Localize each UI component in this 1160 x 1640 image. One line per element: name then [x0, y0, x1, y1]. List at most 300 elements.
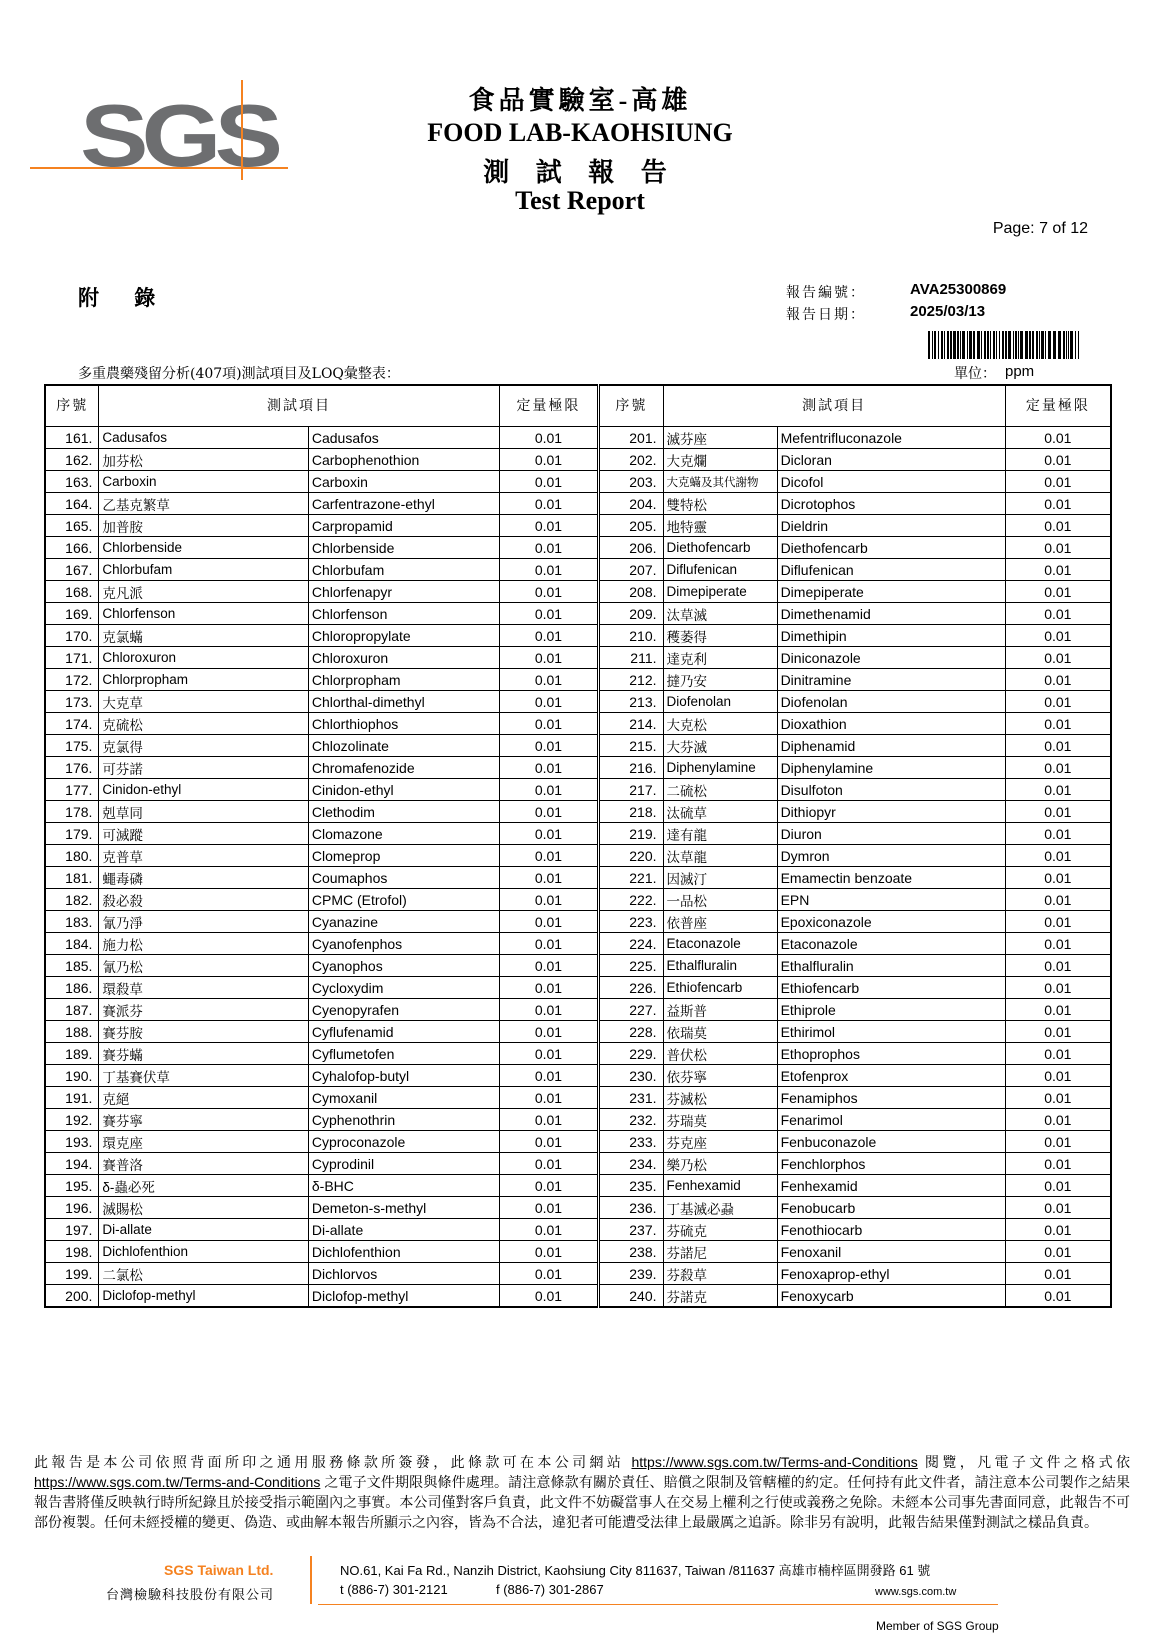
- item-name-en: Cyflumetofen: [308, 1043, 499, 1065]
- loq-value: 0.01: [499, 999, 599, 1021]
- table-header-row: [45, 385, 1111, 427]
- loq-value: 0.01: [499, 603, 599, 625]
- item-name-en: Ethirimol: [777, 1021, 1005, 1043]
- item-name-en: Di-allate: [308, 1219, 499, 1241]
- item-name-en: Fenamiphos: [777, 1087, 1005, 1109]
- row-number: 172.: [45, 669, 99, 691]
- loq-value: 0.01: [1005, 449, 1111, 471]
- loq-value: 0.01: [499, 647, 599, 669]
- loq-value: 0.01: [499, 1131, 599, 1153]
- loq-value: 0.01: [1005, 625, 1111, 647]
- row-number: 238.: [599, 1241, 663, 1263]
- item-name-zh: 賽芬胺: [99, 1021, 308, 1043]
- item-name-en: Fenarimol: [777, 1109, 1005, 1131]
- item-name-en: Dichlorvos: [308, 1263, 499, 1285]
- item-name-en: Diclofop-methyl: [308, 1285, 499, 1308]
- item-name-en: Diofenolan: [777, 691, 1005, 713]
- row-number: 237.: [599, 1219, 663, 1241]
- row-number: 178.: [45, 801, 99, 823]
- table-row: [45, 713, 1111, 735]
- loq-value: 0.01: [499, 1021, 599, 1043]
- item-name-zh: 汰草龍: [663, 845, 777, 867]
- item-name-en: Dinitramine: [777, 669, 1005, 691]
- loq-value: 0.01: [1005, 603, 1111, 625]
- header-loq: 定量極限: [1005, 385, 1111, 427]
- row-number: 209.: [599, 603, 663, 625]
- table-row: [45, 911, 1111, 933]
- row-number: 198.: [45, 1241, 99, 1263]
- table-row: [45, 1065, 1111, 1087]
- item-name-zh: Cinidon-ethyl: [99, 779, 308, 801]
- terms-link[interactable]: https://www.sgs.com.tw/Terms-and-Conditions: [34, 1474, 321, 1490]
- loq-value: 0.01: [1005, 1065, 1111, 1087]
- item-name-zh: Diclofop-methyl: [99, 1285, 308, 1308]
- item-name-zh: 達有龍: [663, 823, 777, 845]
- barcode-bar: [990, 331, 991, 359]
- table-row: [45, 955, 1111, 977]
- header-item: 測試項目: [663, 385, 1005, 427]
- barcode-bar: [950, 331, 952, 359]
- item-name-en: Chlorfenson: [308, 603, 499, 625]
- item-name-zh: 克氯蟎: [99, 625, 308, 647]
- row-number: 222.: [599, 889, 663, 911]
- terms-link[interactable]: https://www.sgs.com.tw/Terms-and-Conditions: [631, 1454, 918, 1470]
- row-number: 233.: [599, 1131, 663, 1153]
- barcode-bar: [1013, 331, 1014, 359]
- table-row: [45, 757, 1111, 779]
- item-name-zh: 益斯普: [663, 999, 777, 1021]
- barcode-bar: [1029, 331, 1031, 359]
- item-name-en: Chlorthiophos: [308, 713, 499, 735]
- item-name-en: Dichlofenthion: [308, 1241, 499, 1263]
- company-fax: f (886-7) 301-2867: [496, 1582, 604, 1597]
- barcode-bar: [960, 331, 961, 359]
- table-row: [45, 1021, 1111, 1043]
- item-name-zh: 克氯得: [99, 735, 308, 757]
- item-name-zh: 賽芬蟎: [99, 1043, 308, 1065]
- row-number: 162.: [45, 449, 99, 471]
- unit-value: ppm: [1005, 363, 1035, 380]
- item-name-en: Emamectin benzoate: [777, 867, 1005, 889]
- table-row: [45, 801, 1111, 823]
- row-number: 221.: [599, 867, 663, 889]
- item-name-zh: 環殺草: [99, 977, 308, 999]
- item-name-en: Cyanazine: [308, 911, 499, 933]
- loq-value: 0.01: [1005, 1263, 1111, 1285]
- loq-value: 0.01: [499, 537, 599, 559]
- loq-value: 0.01: [499, 933, 599, 955]
- loq-value: 0.01: [499, 823, 599, 845]
- row-number: 219.: [599, 823, 663, 845]
- report-no-label: 報告編號：: [786, 285, 866, 301]
- loq-value: 0.01: [499, 625, 599, 647]
- loq-value: 0.01: [1005, 779, 1111, 801]
- item-name-en: Cyenopyrafen: [308, 999, 499, 1021]
- row-number: 186.: [45, 977, 99, 999]
- item-name-en: Chloroxuron: [308, 647, 499, 669]
- item-name-zh: Ethalfluralin: [663, 955, 777, 977]
- row-number: 193.: [45, 1131, 99, 1153]
- item-name-zh: 可芬諾: [99, 757, 308, 779]
- company-phone: t (886-7) 301-2121: [340, 1582, 448, 1597]
- item-name-zh: 因滅汀: [663, 867, 777, 889]
- header-no: 序號: [599, 385, 663, 427]
- item-name-en: Carfentrazone-ethyl: [308, 493, 499, 515]
- row-number: 180.: [45, 845, 99, 867]
- row-number: 179.: [45, 823, 99, 845]
- barcode-bar: [1005, 331, 1007, 359]
- table-row: [45, 471, 1111, 493]
- table-row: [45, 1175, 1111, 1197]
- row-number: 210.: [599, 625, 663, 647]
- unit-label: 單位：: [954, 366, 996, 382]
- item-name-en: Ethiprole: [777, 999, 1005, 1021]
- row-number: 207.: [599, 559, 663, 581]
- item-name-zh: 撻乃安: [663, 669, 777, 691]
- loq-value: 0.01: [499, 515, 599, 537]
- table-row: [45, 493, 1111, 515]
- item-name-en: Diphenylamine: [777, 757, 1005, 779]
- item-name-en: Dicofol: [777, 471, 1005, 493]
- item-name-en: Chlorbufam: [308, 559, 499, 581]
- loq-value: 0.01: [1005, 537, 1111, 559]
- results-table: [44, 384, 1112, 1308]
- item-name-zh: 滅芬座: [663, 427, 777, 449]
- row-number: 231.: [599, 1087, 663, 1109]
- company-website[interactable]: www.sgs.com.tw: [875, 1586, 957, 1598]
- loq-value: 0.01: [499, 1087, 599, 1109]
- barcode-bar: [1002, 331, 1004, 359]
- row-number: 206.: [599, 537, 663, 559]
- row-number: 239.: [599, 1263, 663, 1285]
- item-name-en: Dymron: [777, 845, 1005, 867]
- item-name-en: Cyphenothrin: [308, 1109, 499, 1131]
- row-number: 190.: [45, 1065, 99, 1087]
- row-number: 197.: [45, 1219, 99, 1241]
- barcode-bar: [944, 331, 945, 359]
- loq-value: 0.01: [1005, 581, 1111, 603]
- item-name-en: Fenothiocarb: [777, 1219, 1005, 1241]
- table-row: [45, 515, 1111, 537]
- barcode-bar: [969, 331, 972, 359]
- item-name-en: Chlorthal-dimethyl: [308, 691, 499, 713]
- table-row: [45, 977, 1111, 999]
- loq-value: 0.01: [499, 1219, 599, 1241]
- row-number: 216.: [599, 757, 663, 779]
- table-row: [45, 537, 1111, 559]
- item-name-zh: Ethiofencarb: [663, 977, 777, 999]
- table-row: [45, 1197, 1111, 1219]
- item-name-zh: 芬滅松: [663, 1087, 777, 1109]
- loq-value: 0.01: [499, 735, 599, 757]
- item-name-en: Dimethipin: [777, 625, 1005, 647]
- item-name-en: Dioxathion: [777, 713, 1005, 735]
- item-name-zh: 乙基克繁草: [99, 493, 308, 515]
- item-name-zh: 滅賜松: [99, 1197, 308, 1219]
- item-name-en: Fenhexamid: [777, 1175, 1005, 1197]
- row-number: 201.: [599, 427, 663, 449]
- item-name-en: Fenchlorphos: [777, 1153, 1005, 1175]
- row-number: 229.: [599, 1043, 663, 1065]
- row-number: 196.: [45, 1197, 99, 1219]
- barcode-bar: [941, 331, 943, 359]
- row-number: 215.: [599, 735, 663, 757]
- row-number: 175.: [45, 735, 99, 757]
- loq-value: 0.01: [1005, 647, 1111, 669]
- loq-value: 0.01: [1005, 911, 1111, 933]
- loq-value: 0.01: [499, 1043, 599, 1065]
- item-name-zh: 加普胺: [99, 515, 308, 537]
- item-name-en: Diuron: [777, 823, 1005, 845]
- item-name-en: Ethalfluralin: [777, 955, 1005, 977]
- item-name-zh: 芬殺草: [663, 1263, 777, 1285]
- loq-value: 0.01: [499, 1197, 599, 1219]
- loq-value: 0.01: [499, 1153, 599, 1175]
- disclaimer-text: 此報告是本公司依照背面所印之通用服務條款所簽發，此條款可在本公司網站: [34, 1454, 625, 1470]
- item-name-zh: 剋草同: [99, 801, 308, 823]
- row-number: 163.: [45, 471, 99, 493]
- item-name-en: EPN: [777, 889, 1005, 911]
- item-name-zh: 加芬松: [99, 449, 308, 471]
- barcode-bar: [957, 331, 959, 359]
- table-row: [45, 867, 1111, 889]
- row-number: 185.: [45, 955, 99, 977]
- table-row: [45, 1087, 1111, 1109]
- loq-value: 0.01: [1005, 559, 1111, 581]
- row-number: 165.: [45, 515, 99, 537]
- loq-value: 0.01: [1005, 823, 1111, 845]
- table-row: [45, 1263, 1111, 1285]
- barcode-bar: [1008, 331, 1011, 359]
- company-name-en: SGS Taiwan Ltd.: [164, 1562, 274, 1578]
- item-name-en: Chlorbenside: [308, 537, 499, 559]
- barcode-bar: [1020, 331, 1023, 359]
- item-name-zh: Cadusafos: [99, 427, 308, 449]
- item-name-zh: 施力松: [99, 933, 308, 955]
- loq-value: 0.01: [1005, 955, 1111, 977]
- item-name-en: Cinidon-ethyl: [308, 779, 499, 801]
- item-name-en: Carbophenothion: [308, 449, 499, 471]
- table-row: [45, 691, 1111, 713]
- item-name-zh: 克硫松: [99, 713, 308, 735]
- row-number: 167.: [45, 559, 99, 581]
- table-row: [45, 999, 1111, 1021]
- table-row: [45, 845, 1111, 867]
- item-name-zh: 依瑞莫: [663, 1021, 777, 1043]
- table-row: [45, 647, 1111, 669]
- item-name-en: Fenoxanil: [777, 1241, 1005, 1263]
- item-name-en: Dimethenamid: [777, 603, 1005, 625]
- barcode-bar: [1078, 331, 1079, 359]
- loq-value: 0.01: [1005, 427, 1111, 449]
- row-number: 169.: [45, 603, 99, 625]
- loq-value: 0.01: [499, 1263, 599, 1285]
- row-number: 181.: [45, 867, 99, 889]
- barcode-bar: [1015, 331, 1017, 359]
- barcode-bar: [999, 331, 1000, 359]
- row-number: 236.: [599, 1197, 663, 1219]
- loq-value: 0.01: [499, 955, 599, 977]
- table-row: [45, 779, 1111, 801]
- row-number: 203.: [599, 471, 663, 493]
- item-name-en: Chlorpropham: [308, 669, 499, 691]
- item-name-zh: Dichlofenthion: [99, 1241, 308, 1263]
- loq-value: 0.01: [499, 471, 599, 493]
- barcode-bar: [1068, 331, 1069, 359]
- header-loq: 定量極限: [499, 385, 599, 427]
- item-name-zh: 賽芬寧: [99, 1109, 308, 1131]
- row-number: 232.: [599, 1109, 663, 1131]
- item-name-zh: 穫萎得: [663, 625, 777, 647]
- loq-value: 0.01: [1005, 1285, 1111, 1308]
- table-row: [45, 933, 1111, 955]
- barcode-bar: [962, 331, 965, 359]
- table-row: [45, 1219, 1111, 1241]
- row-number: 177.: [45, 779, 99, 801]
- item-name-zh: 芬瑞莫: [663, 1109, 777, 1131]
- loq-value: 0.01: [1005, 999, 1111, 1021]
- item-name-en: Cyanophos: [308, 955, 499, 977]
- barcode-bar: [938, 331, 939, 359]
- disclaimer-text: 閱覽，凡電子文件之格式依: [925, 1454, 1130, 1470]
- barcode-bar: [1053, 331, 1056, 359]
- table-row: [45, 625, 1111, 647]
- row-number: 224.: [599, 933, 663, 955]
- row-number: 225.: [599, 955, 663, 977]
- item-name-en: Chloropropylate: [308, 625, 499, 647]
- loq-value: 0.01: [1005, 493, 1111, 515]
- item-name-zh: 殺必殺: [99, 889, 308, 911]
- appendix-heading: 附 錄: [78, 285, 170, 310]
- row-number: 212.: [599, 669, 663, 691]
- item-name-en: Carpropamid: [308, 515, 499, 537]
- row-number: 211.: [599, 647, 663, 669]
- barcode-bar: [1063, 331, 1065, 359]
- item-name-en: Fenoxycarb: [777, 1285, 1005, 1308]
- loq-value: 0.01: [499, 581, 599, 603]
- loq-value: 0.01: [499, 867, 599, 889]
- item-name-zh: 雙特松: [663, 493, 777, 515]
- item-name-en: Disulfoton: [777, 779, 1005, 801]
- row-number: 199.: [45, 1263, 99, 1285]
- row-number: 217.: [599, 779, 663, 801]
- row-number: 202.: [599, 449, 663, 471]
- item-name-zh: Carboxin: [99, 471, 308, 493]
- barcode-bar: [1018, 331, 1019, 359]
- header-no: 序號: [45, 385, 99, 427]
- item-name-zh: 大克爛: [663, 449, 777, 471]
- item-name-en: Dicloran: [777, 449, 1005, 471]
- loq-value: 0.01: [1005, 1197, 1111, 1219]
- item-name-zh: 丁基賽伏草: [99, 1065, 308, 1087]
- table-row: [45, 889, 1111, 911]
- barcode-bar: [993, 331, 995, 359]
- row-number: 188.: [45, 1021, 99, 1043]
- member-of-group: Member of SGS Group: [876, 1619, 999, 1633]
- barcode-bar: [1075, 331, 1076, 359]
- lab-title-en: FOOD LAB-KAOHSIUNG: [427, 118, 733, 147]
- barcode: [928, 331, 1082, 359]
- item-name-zh: Chlorbufam: [99, 559, 308, 581]
- barcode-bar: [1036, 331, 1038, 359]
- item-name-en: Diphenamid: [777, 735, 1005, 757]
- row-number: 168.: [45, 581, 99, 603]
- item-name-zh: Chlorpropham: [99, 669, 308, 691]
- loq-value: 0.01: [1005, 471, 1111, 493]
- item-name-zh: 一品松: [663, 889, 777, 911]
- loq-value: 0.01: [499, 427, 599, 449]
- header-item: 測試項目: [99, 385, 499, 427]
- loq-value: 0.01: [1005, 977, 1111, 999]
- item-name-zh: 二氯松: [99, 1263, 308, 1285]
- item-name-zh: Etaconazole: [663, 933, 777, 955]
- loq-value: 0.01: [499, 845, 599, 867]
- row-number: 220.: [599, 845, 663, 867]
- row-number: 173.: [45, 691, 99, 713]
- item-name-en: Cyproconazole: [308, 1131, 499, 1153]
- loq-value: 0.01: [1005, 515, 1111, 537]
- item-name-en: Ethoprophos: [777, 1043, 1005, 1065]
- barcode-bar: [984, 331, 986, 359]
- barcode-bar: [1048, 331, 1051, 359]
- loq-value: 0.01: [1005, 713, 1111, 735]
- disclaimer-text: 之電子文件期限與條件處理。請注意條款有關於責任、賠償之限制及管轄權的約定。任何持有此文件者，請注意本公司製作之結果報告書將僅反映執行時所紀錄且於接受指示範圍內之事實。本公司僅對客戶負責，此文件不妨礙當事人在交易上權利之行使或義務之免除。未經本公司事先書面同意，此報告不可部份複製。任何未經授權的變更、偽造、或曲解本報告所顯示之內容，皆為不合法，違犯者可能遭受法律上最嚴厲之追訴。除非另有說明，此報告結果僅對測試之樣品負責。: [34, 1474, 1131, 1530]
- item-name-en: Fenbuconazole: [777, 1131, 1005, 1153]
- item-name-en: Chlorfenapyr: [308, 581, 499, 603]
- item-name-zh: Dimepiperate: [663, 581, 777, 603]
- report-no: AVA25300869: [910, 281, 1007, 298]
- table-row: [45, 1285, 1111, 1308]
- item-name-en: Cadusafos: [308, 427, 499, 449]
- item-name-zh: 大克草: [99, 691, 308, 713]
- barcode-bar: [1039, 331, 1040, 359]
- item-name-zh: 芬克座: [663, 1131, 777, 1153]
- item-name-en: Chlozolinate: [308, 735, 499, 757]
- item-name-en: Cyanofenphos: [308, 933, 499, 955]
- item-name-zh: 芬諾尼: [663, 1241, 777, 1263]
- loq-value: 0.01: [1005, 845, 1111, 867]
- loq-value: 0.01: [1005, 1175, 1111, 1197]
- row-number: 166.: [45, 537, 99, 559]
- row-number: 164.: [45, 493, 99, 515]
- item-name-zh: 芬硫克: [663, 1219, 777, 1241]
- item-name-zh: 氰乃松: [99, 955, 308, 977]
- loq-value: 0.01: [499, 1065, 599, 1087]
- item-name-zh: 汰草滅: [663, 603, 777, 625]
- item-name-en: Cyhalofop-butyl: [308, 1065, 499, 1087]
- barcode-bar: [947, 331, 949, 359]
- row-number: 200.: [45, 1285, 99, 1308]
- svg-text:SGS: SGS: [80, 86, 280, 180]
- loq-value: 0.01: [499, 801, 599, 823]
- report-title-en: Test Report: [515, 186, 645, 215]
- item-name-zh: Chlorfenson: [99, 603, 308, 625]
- item-name-zh: 汰硫草: [663, 801, 777, 823]
- item-name-en: Diethofencarb: [777, 537, 1005, 559]
- loq-value: 0.01: [1005, 933, 1111, 955]
- item-name-en: Clomeprop: [308, 845, 499, 867]
- item-name-zh: 丁基滅必蝨: [663, 1197, 777, 1219]
- barcode-bar: [987, 331, 989, 359]
- loq-value: 0.01: [1005, 669, 1111, 691]
- item-name-en: Cyprodinil: [308, 1153, 499, 1175]
- loq-value: 0.01: [1005, 867, 1111, 889]
- barcode-bar: [1045, 331, 1046, 359]
- item-name-en: Etofenprox: [777, 1065, 1005, 1087]
- barcode-bar: [1070, 331, 1073, 359]
- item-name-zh: 芬諾克: [663, 1285, 777, 1308]
- row-number: 208.: [599, 581, 663, 603]
